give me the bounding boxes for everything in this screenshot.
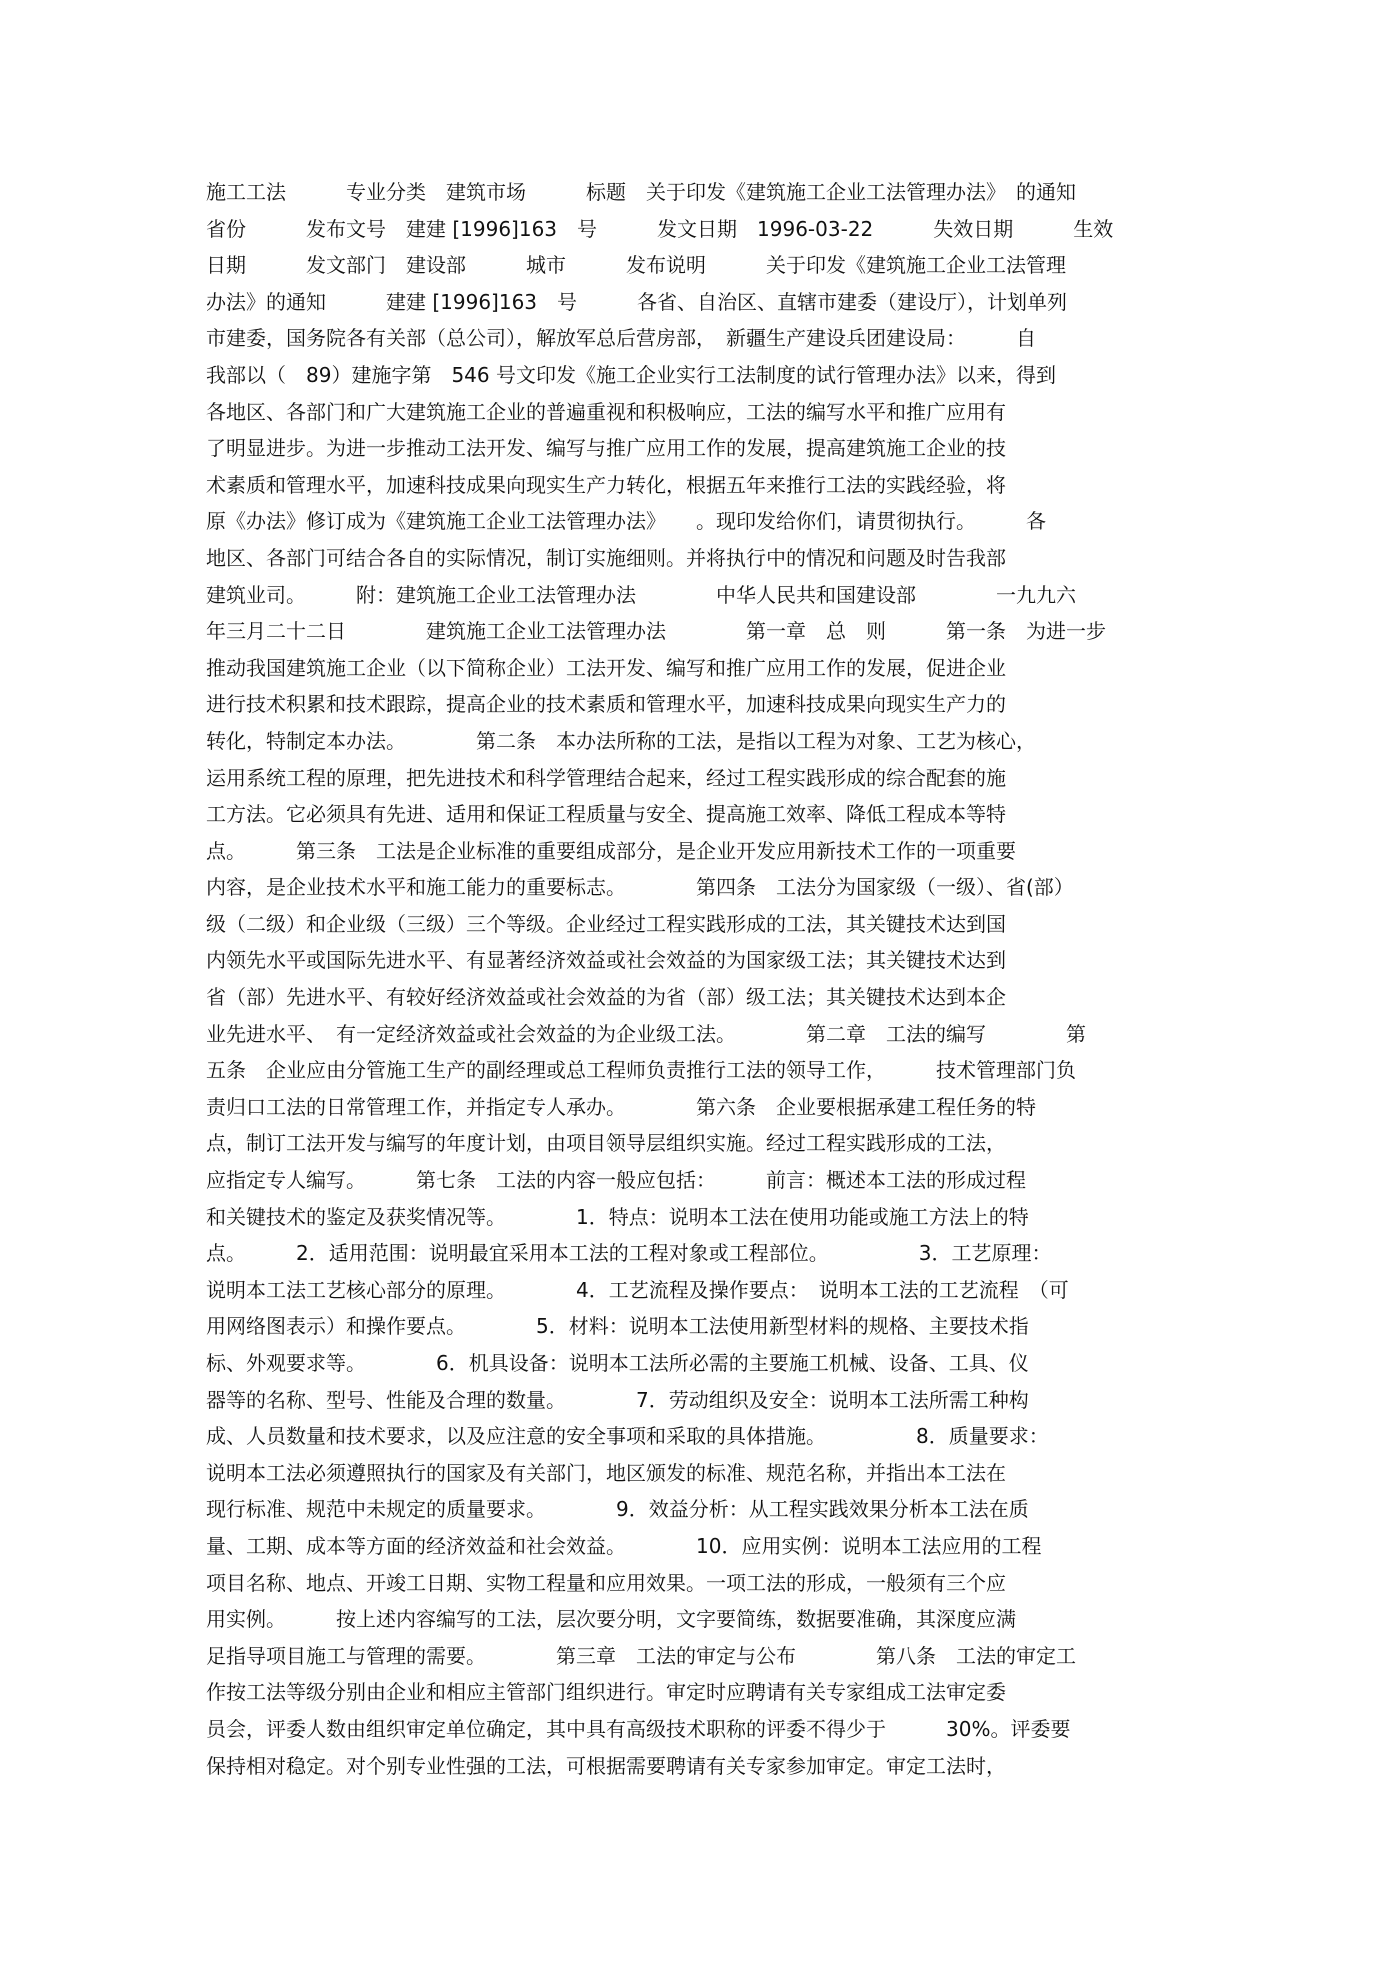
text-line: 术素质和管理水平，加速科技成果向现实生产力转化，根据五年来推行工法的实践经验，将 [206,472,1006,497]
body-text [206,174,1196,1784]
text-line: 建筑业司。 附：建筑施工企业工法管理办法 中华人民共和国建设部 一九九六 [206,582,1076,607]
text-line: 各地区、各部门和广大建筑施工企业的普遍重视和积极响应，工法的编写水平和推广应用有 [206,399,1006,424]
text-line: 足指导项目施工与管理的需要。 第三章 工法的审定与公布 第八条 工法的审定工 [206,1643,1076,1668]
text-line: 责归口工法的日常管理工作，并指定专人承办。 第六条 企业要根据承建工程任务的特 [206,1094,1036,1119]
text-line: 级（二级）和企业级（三级）三个等级。企业经过工程实践形成的工法，其关键技术达到国 [206,911,1006,936]
text-line: 工方法。它必须具有先进、适用和保证工程质量与安全、提高施工效率、降低工程成本等特 [206,802,1006,827]
text-line: 用网络图表示）和操作要点。 5．材料：说明本工法使用新型材料的规格、主要技术指 [206,1314,1029,1339]
text-line: 市建委，国务院各有关部（总公司），解放军总后营房部， 新疆生产建设兵团建设局： 自 [206,326,1036,351]
text-line: 日期 发文部门 建设部 城市 发布说明 关于印发《建筑施工企业工法管理 [206,253,1066,278]
text-line: 转化，特制定本办法。 第二条 本办法所称的工法，是指以工程为对象、工艺为核心， [206,728,1036,753]
text-line: 作按工法等级分别由企业和相应主管部门组织进行。审定时应聘请有关专家组成工法审定委 [206,1680,1006,1705]
text-line: 推动我国建筑施工企业（以下简称企业）工法开发、编写和推广应用工作的发展，促进企业 [206,655,1006,680]
text-line: 五条 企业应由分管施工生产的副经理或总工程师负责推行工法的领导工作， 技术管理部门负 [206,1058,1076,1083]
text-line: 器等的名称、型号、性能及合理的数量。 7．劳动组织及安全：说明本工法所需工种构 [206,1387,1029,1412]
text-line: 说明本工法必须遵照执行的国家及有关部门，地区颁发的标准、规范名称，并指出本工法在 [206,1460,1006,1485]
text-line: 应指定专人编写。 第七条 工法的内容一般应包括： 前言：概述本工法的形成过程 [206,1168,1026,1193]
text-line: 年三月二十二日 建筑施工企业工法管理办法 第一章 总 则 第一条 为进一步 [206,619,1106,644]
text-line: 用实例。 按上述内容编写的工法，层次要分明，文字要简练，数据要准确，其深度应满 [206,1607,1016,1632]
text-line: 原《办法》修订成为《建筑施工企业工法管理办法》 。现印发给你们，请贯彻执行。 各 [206,509,1046,534]
text-line: 办法》的通知 建建 [1996]163 号 各省、自治区、直辖市建委（建设厅），计划单列 [206,289,1068,314]
text-line: 业先进水平、 有一定经济效益或社会效益的为企业级工法。 第二章 工法的编写 第 [206,1021,1086,1046]
text-line: 进行技术积累和技术跟踪，提高企业的技术素质和管理水平，加速科技成果向现实生产力的 [206,692,1006,717]
text-line: 标、外观要求等。 6．机具设备：说明本工法所必需的主要施工机械、设备、工具、仪 [206,1351,1029,1375]
text-line: 员会，评委人数由组织审定单位确定，其中具有高级技术职称的评委不得少于 30%。评委要 [206,1716,1071,1741]
text-line: 点。 2．适用范围：说明最宜采用本工法的工程对象或工程部位。 3．工艺原理： [206,1241,1052,1266]
text-line: 内容，是企业技术水平和施工能力的重要标志。 第四条 工法分为国家级（一级）、省(部） [206,875,1074,900]
text-line: 点，制订工法开发与编写的年度计划，由项目领导层组织实施。经过工程实践形成的工法， [206,1131,1006,1156]
text-line: 成、人员数量和技术要求，以及应注意的安全事项和采取的具体措施。 8．质量要求： [206,1424,1049,1449]
text-line: 和关键技术的鉴定及获奖情况等。 1．特点：说明本工法在使用功能或施工方法上的特 [206,1204,1029,1229]
text-line: 我部以（ 89）建施字第 546 号文印发《施工企业实行工法制度的试行管理办法》以来，得到 [206,362,1056,387]
text-line: 点。 第三条 工法是企业标准的重要组成部分，是企业开发应用新技术工作的一项重要 [206,838,1016,863]
text-line: 省份 发布文号 建建 [1996]163 号 发文日期 1996-03-22 失效日期 生效 [206,216,1114,241]
text-line: 了明显进步。为进一步推动工法开发、编写与推广应用工作的发展，提高建筑施工企业的技 [206,436,1006,461]
text-line: 内领先水平或国际先进水平、有显著经济效益或社会效益的为国家级工法；其关键技术达到 [206,948,1006,973]
text-line: 量、工期、成本等方面的经济效益和社会效益。 10．应用实例：说明本工法应用的工程 [206,1533,1042,1558]
text-line: 项目名称、地点、开竣工日期、实物工程量和应用效果。一项工法的形成，一般须有三个应 [206,1570,1006,1595]
text-line: 保持相对稳定。对个别专业性强的工法，可根据需要聘请有关专家参加审定。审定工法时， [206,1753,1006,1778]
text-line: 省（部）先进水平、有较好经济效益或社会效益的为省（部）级工法；其关键技术达到本企 [206,985,1006,1010]
text-line: 运用系统工程的原理，把先进技术和科学管理结合起来，经过工程实践形成的综合配套的施 [206,765,1006,790]
text-line: 现行标准、规范中未规定的质量要求。 9．效益分析：从工程实践效果分析本工法在质 [206,1497,1029,1522]
text-line: 说明本工法工艺核心部分的原理。 4．工艺流程及操作要点： 说明本工法的工艺流程 （可 [206,1277,1069,1302]
text-line: 地区、各部门可结合各自的实际情况，制订实施细则。并将执行中的情况和问题及时告我部 [206,545,1006,570]
text-line: 施工工法 专业分类 建筑市场 标题 关于印发《建筑施工企业工法管理办法》 的通知 [206,180,1076,204]
